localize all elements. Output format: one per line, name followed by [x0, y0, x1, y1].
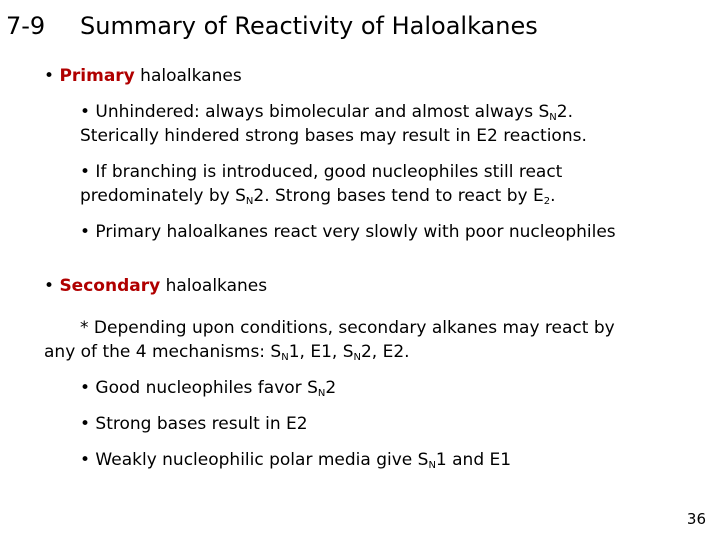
bullet: • [44, 66, 55, 86]
primary-keyword: Primary [59, 66, 135, 86]
secondary-heading-rest: haloalkanes [165, 276, 268, 296]
page-number: 36 [686, 510, 706, 528]
primary-heading-rest: haloalkanes [140, 66, 242, 86]
primary-point-1 [80, 100, 587, 148]
secondary-note-line-1: * Depending upon conditions, secondary alkanes may react by [80, 318, 615, 338]
bullet: • [44, 276, 55, 296]
primary-point-2-line-1: • If branching is introduced, good nucleophiles still react [80, 162, 563, 182]
secondary-note [44, 316, 615, 364]
primary-point-3 [80, 220, 616, 244]
secondary-point-2: • Strong bases result in E2 [80, 414, 308, 434]
slide-title: Summary of Reactivity of Haloalkanes [80, 12, 538, 40]
primary-point-2 [80, 160, 562, 208]
primary-point-1-line-2: Sterically hindered strong bases may result in E2 reactions. [80, 126, 587, 146]
primary-point-3-line-1: • Primary haloalkanes react very slowly with poor nucleophiles [80, 222, 616, 242]
primary-point-2-line-2: predominately by $S_N2$. Strong bases tend to react by $E_2$. [80, 186, 556, 207]
secondary-note-line-2: any of the 4 mechanisms: $S_N1$, E1, $S_N2$, E2. [44, 342, 410, 363]
primary-heading [44, 66, 242, 86]
slide-number: 7-9 [6, 12, 46, 40]
secondary-point-1: • Good nucleophiles favor $S_N2$ [80, 378, 337, 399]
secondary-keyword: Secondary [59, 276, 161, 296]
secondary-heading [44, 276, 267, 296]
primary-point-1-line-1: • Unhindered: always bimolecular and almost always $S_N2$. [80, 102, 573, 123]
secondary-point-3: • Weakly nucleophilic polar media give $S_N1$ and E1 [80, 450, 512, 471]
